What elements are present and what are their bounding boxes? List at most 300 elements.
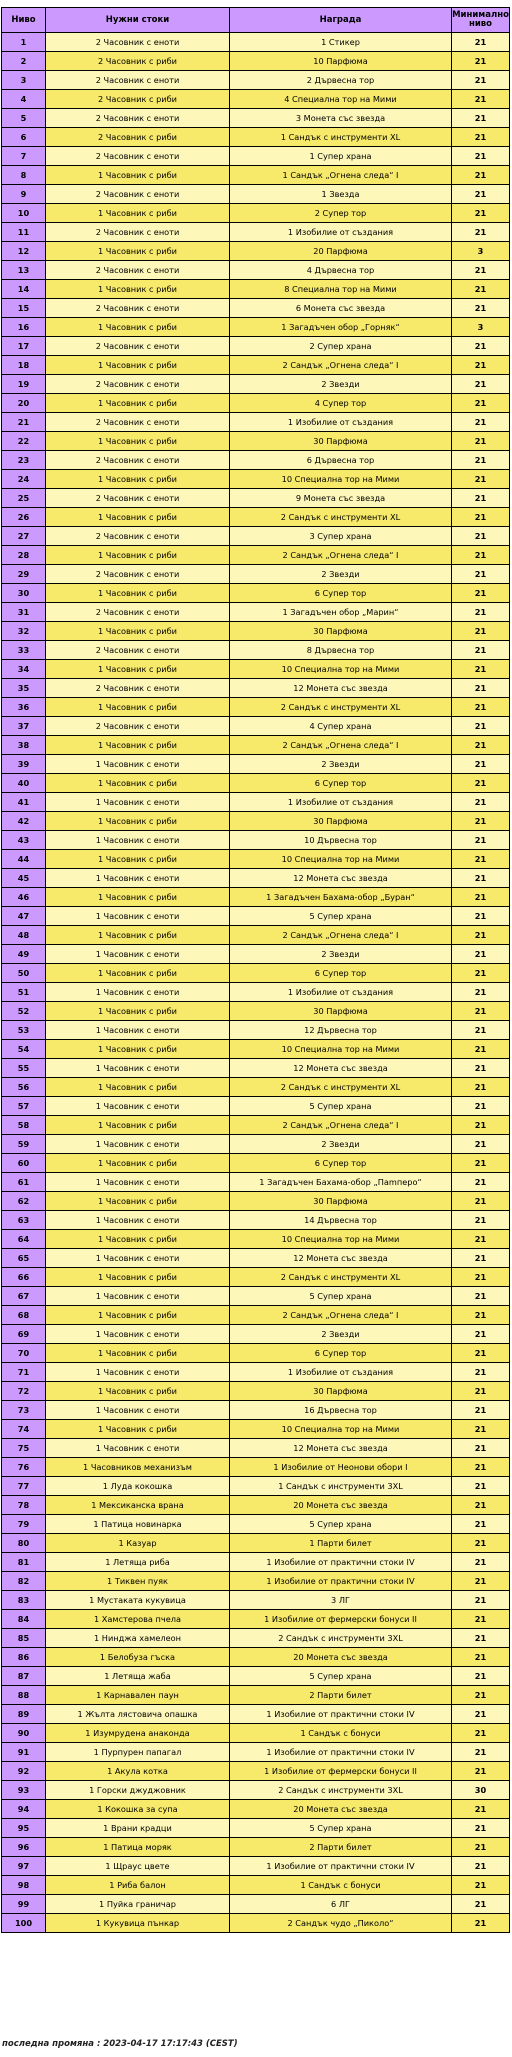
reward-cell: 1 Загадъчен Бахама-обор „Пamперо“: [230, 1173, 452, 1192]
min-level-cell: 21: [452, 1363, 510, 1382]
level-cell: 4: [2, 90, 46, 109]
required-goods-cell: 1 Часовник с еноти: [46, 1173, 230, 1192]
min-level-cell: 21: [452, 375, 510, 394]
table-row: [2, 432, 510, 451]
reward-cell: 1 Супер храна: [230, 147, 452, 166]
required-goods-cell: 2 Часовник с еноти: [46, 185, 230, 204]
min-level-cell: 21: [452, 1097, 510, 1116]
level-cell: 94: [2, 1800, 46, 1819]
min-level-cell: 21: [452, 223, 510, 242]
reward-cell: 6 Супер тор: [230, 964, 452, 983]
min-level-cell: 21: [452, 90, 510, 109]
required-goods-cell: 2 Часовник с еноти: [46, 337, 230, 356]
table-row: [2, 584, 510, 603]
level-cell: 9: [2, 185, 46, 204]
table-row: [2, 717, 510, 736]
table-row: [2, 793, 510, 812]
level-cell: 41: [2, 793, 46, 812]
min-level-cell: 21: [452, 489, 510, 508]
required-goods-cell: 2 Часовник с еноти: [46, 147, 230, 166]
reward-cell: 10 Специална тор на Мими: [230, 1230, 452, 1249]
level-cell: 98: [2, 1876, 46, 1895]
reward-cell: 8 Дървесна тор: [230, 641, 452, 660]
required-goods-cell: 1 Часовник с риби: [46, 736, 230, 755]
min-level-cell: 21: [452, 679, 510, 698]
level-cell: 78: [2, 1496, 46, 1515]
required-goods-cell: 2 Часовник с риби: [46, 128, 230, 147]
reward-cell: 2 Сандък „Огнена следа“ I: [230, 736, 452, 755]
level-cell: 18: [2, 356, 46, 375]
required-goods-cell: 2 Часовник с риби: [46, 90, 230, 109]
level-cell: 88: [2, 1686, 46, 1705]
table-row: [2, 1800, 510, 1819]
required-goods-cell: 1 Часовник с риби: [46, 964, 230, 983]
required-goods-cell: 2 Часовник с еноти: [46, 489, 230, 508]
min-level-cell: 21: [452, 1401, 510, 1420]
min-level-cell: 21: [452, 1420, 510, 1439]
min-level-cell: 21: [452, 1002, 510, 1021]
table-row: [2, 1705, 510, 1724]
table-row: [2, 318, 510, 337]
min-level-cell: 21: [452, 1724, 510, 1743]
min-level-cell: 21: [452, 1306, 510, 1325]
table-row: [2, 1838, 510, 1857]
reward-cell: 6 Монета със звезда: [230, 299, 452, 318]
min-level-cell: 21: [452, 71, 510, 90]
required-goods-cell: 1 Часовник с риби: [46, 1230, 230, 1249]
level-cell: 22: [2, 432, 46, 451]
min-level-cell: 21: [452, 527, 510, 546]
required-goods-cell: 1 Часовник с риби: [46, 432, 230, 451]
reward-cell: 16 Дървесна тор: [230, 1401, 452, 1420]
level-cell: 27: [2, 527, 46, 546]
table-row: [2, 489, 510, 508]
table-row: [2, 1477, 510, 1496]
level-cell: 67: [2, 1287, 46, 1306]
min-level-cell: 21: [452, 869, 510, 888]
reward-cell: 1 Изобилие от създания: [230, 413, 452, 432]
table-header: [2, 8, 510, 33]
min-level-cell: 21: [452, 1610, 510, 1629]
required-goods-cell: 1 Часовник с риби: [46, 1040, 230, 1059]
min-level-cell: 21: [452, 1572, 510, 1591]
table-row: [2, 1021, 510, 1040]
required-goods-cell: 1 Часовник с риби: [46, 1192, 230, 1211]
required-goods-cell: 1 Белобуза гъска: [46, 1648, 230, 1667]
reward-cell: 2 Сандък с инструменти XL: [230, 698, 452, 717]
required-goods-cell: 1 Часовник с риби: [46, 394, 230, 413]
required-goods-cell: 1 Часовник с риби: [46, 546, 230, 565]
min-level-cell: 21: [452, 1249, 510, 1268]
required-goods-cell: 1 Часовник с еноти: [46, 1287, 230, 1306]
level-cell: 37: [2, 717, 46, 736]
table-row: [2, 1629, 510, 1648]
required-goods-cell: 1 Жълта лястовича опашка: [46, 1705, 230, 1724]
reward-cell: 2 Сандък с инструменти XL: [230, 1078, 452, 1097]
required-goods-cell: 2 Часовник с еноти: [46, 413, 230, 432]
reward-cell: 2 Сандък „Огнена следа“ I: [230, 546, 452, 565]
required-goods-cell: 1 Часовников механизъм: [46, 1458, 230, 1477]
min-level-cell: 21: [452, 698, 510, 717]
reward-cell: 1 Загадъчен обор „Горняк“: [230, 318, 452, 337]
reward-cell: 1 Изобилие от създания: [230, 793, 452, 812]
min-level-cell: 21: [452, 907, 510, 926]
min-level-cell: 21: [452, 1135, 510, 1154]
min-level-cell: 21: [452, 1648, 510, 1667]
reward-cell: 6 Супер тор: [230, 1154, 452, 1173]
table-row: [2, 1895, 510, 1914]
min-level-cell: 21: [452, 983, 510, 1002]
required-goods-cell: 1 Часовник с еноти: [46, 1021, 230, 1040]
reward-cell: 2 Сандък с инструменти 3XL: [230, 1781, 452, 1800]
level-cell: 75: [2, 1439, 46, 1458]
level-cell: 23: [2, 451, 46, 470]
reward-cell: 12 Монета със звезда: [230, 1439, 452, 1458]
reward-cell: 1 Изобилие от фермерски бонуси II: [230, 1762, 452, 1781]
required-goods-cell: 2 Часовник с еноти: [46, 451, 230, 470]
min-level-cell: 21: [452, 470, 510, 489]
reward-cell: 2 Парти билет: [230, 1686, 452, 1705]
reward-cell: 9 Монета със звезда: [230, 489, 452, 508]
level-cell: 85: [2, 1629, 46, 1648]
min-level-cell: 21: [452, 1895, 510, 1914]
required-goods-cell: 2 Часовник с еноти: [46, 261, 230, 280]
min-level-cell: 21: [452, 1192, 510, 1211]
min-level-cell: 21: [452, 774, 510, 793]
level-cell: 10: [2, 204, 46, 223]
level-cell: 52: [2, 1002, 46, 1021]
required-goods-cell: 2 Часовник с еноти: [46, 679, 230, 698]
level-cell: 82: [2, 1572, 46, 1591]
reward-cell: 2 Парти билет: [230, 1838, 452, 1857]
reward-cell: 2 Сандък „Огнена следа“ I: [230, 1306, 452, 1325]
required-goods-cell: 2 Часовник с еноти: [46, 717, 230, 736]
required-goods-cell: 1 Часовник с риби: [46, 584, 230, 603]
reward-cell: 4 Супер тор: [230, 394, 452, 413]
required-goods-cell: 1 Часовник с риби: [46, 356, 230, 375]
required-goods-cell: 1 Казуар: [46, 1534, 230, 1553]
reward-cell: 1 Изобилие от фермерски бонуси II: [230, 1610, 452, 1629]
table-row: [2, 1857, 510, 1876]
min-level-cell: 21: [452, 451, 510, 470]
required-goods-cell: 1 Часовник с риби: [46, 1268, 230, 1287]
min-level-cell: 21: [452, 850, 510, 869]
min-level-cell: 21: [452, 413, 510, 432]
level-cell: 46: [2, 888, 46, 907]
table-row: [2, 660, 510, 679]
table-row: [2, 1382, 510, 1401]
required-goods-cell: 2 Часовник с еноти: [46, 527, 230, 546]
min-level-cell: 21: [452, 1078, 510, 1097]
required-goods-cell: 1 Часовник с риби: [46, 1420, 230, 1439]
reward-cell: 6 Супер тор: [230, 584, 452, 603]
required-goods-cell: 1 Часовник с еноти: [46, 983, 230, 1002]
reward-cell: 5 Супер храна: [230, 1097, 452, 1116]
required-goods-cell: 1 Часовник с риби: [46, 1382, 230, 1401]
level-cell: 66: [2, 1268, 46, 1287]
min-level-cell: 21: [452, 622, 510, 641]
required-goods-cell: 1 Часовник с риби: [46, 1078, 230, 1097]
reward-cell: 10 Дървесна тор: [230, 831, 452, 850]
table-row: [2, 1420, 510, 1439]
level-cell: 60: [2, 1154, 46, 1173]
table-row: [2, 1534, 510, 1553]
required-goods-cell: 1 Часовник с еноти: [46, 755, 230, 774]
header-min-level: Минимално ниво: [452, 8, 510, 33]
required-goods-cell: 1 Часовник с еноти: [46, 1363, 230, 1382]
table-row: [2, 33, 510, 52]
reward-cell: 1 Парти билет: [230, 1534, 452, 1553]
table-row: [2, 1439, 510, 1458]
min-level-cell: 21: [452, 204, 510, 223]
table-row: [2, 736, 510, 755]
required-goods-cell: 2 Часовник с еноти: [46, 375, 230, 394]
min-level-cell: 21: [452, 964, 510, 983]
required-goods-cell: 1 Щраус цвете: [46, 1857, 230, 1876]
required-goods-cell: 1 Врани крадци: [46, 1819, 230, 1838]
level-cell: 6: [2, 128, 46, 147]
reward-cell: 20 Монета със звезда: [230, 1800, 452, 1819]
required-goods-cell: 1 Часовник с риби: [46, 698, 230, 717]
required-goods-cell: 1 Часовник с риби: [46, 812, 230, 831]
table-row: [2, 204, 510, 223]
level-cell: 31: [2, 603, 46, 622]
min-level-cell: 21: [452, 1591, 510, 1610]
required-goods-cell: 1 Часовник с еноти: [46, 831, 230, 850]
required-goods-cell: 1 Часовник с риби: [46, 1306, 230, 1325]
table-row: [2, 945, 510, 964]
level-cell: 8: [2, 166, 46, 185]
min-level-cell: 21: [452, 33, 510, 52]
required-goods-cell: 2 Часовник с риби: [46, 52, 230, 71]
min-level-cell: 21: [452, 736, 510, 755]
required-goods-cell: 1 Летяща жаба: [46, 1667, 230, 1686]
table-row: [2, 1059, 510, 1078]
reward-cell: 30 Парфюма: [230, 622, 452, 641]
reward-cell: 2 Супер храна: [230, 337, 452, 356]
reward-cell: 1 Сандък „Огнена следа“ I: [230, 166, 452, 185]
level-cell: 44: [2, 850, 46, 869]
reward-cell: 2 Сандък с инструменти XL: [230, 1268, 452, 1287]
reward-cell: 1 Изобилие от създания: [230, 223, 452, 242]
min-level-cell: 21: [452, 945, 510, 964]
min-level-cell: 21: [452, 185, 510, 204]
level-cell: 48: [2, 926, 46, 945]
min-level-cell: 21: [452, 1762, 510, 1781]
level-cell: 96: [2, 1838, 46, 1857]
required-goods-cell: 1 Часовник с риби: [46, 470, 230, 489]
table-row: [2, 831, 510, 850]
table-row: [2, 1724, 510, 1743]
table-row: [2, 1154, 510, 1173]
required-goods-cell: 1 Летяща риба: [46, 1553, 230, 1572]
required-goods-cell: 2 Часовник с еноти: [46, 223, 230, 242]
table-row: [2, 1192, 510, 1211]
min-level-cell: 21: [452, 1876, 510, 1895]
reward-cell: 20 Парфюма: [230, 242, 452, 261]
reward-cell: 2 Дървесна тор: [230, 71, 452, 90]
reward-cell: 1 Изобилие от Неонови обори I: [230, 1458, 452, 1477]
table-row: [2, 1553, 510, 1572]
required-goods-cell: 1 Часовник с еноти: [46, 1401, 230, 1420]
reward-cell: 20 Монета със звезда: [230, 1496, 452, 1515]
level-cell: 47: [2, 907, 46, 926]
required-goods-cell: 1 Мексиканска врана: [46, 1496, 230, 1515]
reward-cell: 5 Супер храна: [230, 1667, 452, 1686]
required-goods-cell: 1 Часовник с еноти: [46, 869, 230, 888]
min-level-cell: 30: [452, 1781, 510, 1800]
level-cell: 14: [2, 280, 46, 299]
level-cell: 73: [2, 1401, 46, 1420]
reward-cell: 5 Супер храна: [230, 1819, 452, 1838]
table-row: [2, 907, 510, 926]
table-row: [2, 1667, 510, 1686]
level-cell: 58: [2, 1116, 46, 1135]
level-cell: 81: [2, 1553, 46, 1572]
level-cell: 49: [2, 945, 46, 964]
level-cell: 12: [2, 242, 46, 261]
min-level-cell: 21: [452, 1211, 510, 1230]
level-cell: 35: [2, 679, 46, 698]
reward-cell: 10 Специална тор на Мими: [230, 470, 452, 489]
required-goods-cell: 1 Горски джуджовник: [46, 1781, 230, 1800]
reward-cell: 1 Звезда: [230, 185, 452, 204]
table-row: [2, 679, 510, 698]
table-row: [2, 622, 510, 641]
min-level-cell: 3: [452, 318, 510, 337]
level-cell: 29: [2, 565, 46, 584]
reward-cell: 5 Супер храна: [230, 1287, 452, 1306]
table-row: [2, 1819, 510, 1838]
level-cell: 36: [2, 698, 46, 717]
level-cell: 69: [2, 1325, 46, 1344]
table-row: [2, 869, 510, 888]
table-row: [2, 1515, 510, 1534]
min-level-cell: 21: [452, 508, 510, 527]
required-goods-cell: 1 Пурпурен папагал: [46, 1743, 230, 1762]
required-goods-cell: 1 Часовник с риби: [46, 926, 230, 945]
reward-cell: 10 Специална тор на Мими: [230, 1420, 452, 1439]
table-row: [2, 1211, 510, 1230]
table-row: [2, 1363, 510, 1382]
min-level-cell: 21: [452, 926, 510, 945]
required-goods-cell: 1 Часовник с риби: [46, 280, 230, 299]
reward-cell: 1 Изобилие от създания: [230, 983, 452, 1002]
required-goods-cell: 1 Нинджа хамелеон: [46, 1629, 230, 1648]
table-row: [2, 641, 510, 660]
level-cell: 86: [2, 1648, 46, 1667]
table-row: [2, 337, 510, 356]
required-goods-cell: 1 Акула котка: [46, 1762, 230, 1781]
table-row: [2, 413, 510, 432]
level-cell: 57: [2, 1097, 46, 1116]
reward-cell: 1 Стикер: [230, 33, 452, 52]
level-cell: 56: [2, 1078, 46, 1097]
level-cell: 99: [2, 1895, 46, 1914]
table-row: [2, 983, 510, 1002]
required-goods-cell: 1 Часовник с еноти: [46, 945, 230, 964]
reward-cell: 10 Специална тор на Мими: [230, 850, 452, 869]
level-cell: 83: [2, 1591, 46, 1610]
required-goods-cell: 1 Часовник с еноти: [46, 1439, 230, 1458]
level-cell: 72: [2, 1382, 46, 1401]
reward-cell: 1 Изобилие от практични стоки IV: [230, 1572, 452, 1591]
level-cell: 3: [2, 71, 46, 90]
min-level-cell: 21: [452, 1477, 510, 1496]
reward-cell: 10 Парфюма: [230, 52, 452, 71]
reward-cell: 14 Дървесна тор: [230, 1211, 452, 1230]
min-level-cell: 21: [452, 1040, 510, 1059]
level-cell: 97: [2, 1857, 46, 1876]
reward-cell: 1 Сандък с бонуси: [230, 1876, 452, 1895]
reward-cell: 6 Супер тор: [230, 1344, 452, 1363]
table-row: [2, 223, 510, 242]
min-level-cell: 21: [452, 1059, 510, 1078]
reward-cell: 5 Супер храна: [230, 907, 452, 926]
reward-cell: 20 Монета със звезда: [230, 1648, 452, 1667]
min-level-cell: 21: [452, 1686, 510, 1705]
reward-cell: 3 Супер храна: [230, 527, 452, 546]
level-cell: 15: [2, 299, 46, 318]
reward-cell: 12 Монета със звезда: [230, 869, 452, 888]
level-cell: 80: [2, 1534, 46, 1553]
table-row: [2, 1781, 510, 1800]
min-level-cell: 21: [452, 1230, 510, 1249]
level-cell: 65: [2, 1249, 46, 1268]
level-cell: 71: [2, 1363, 46, 1382]
min-level-cell: 21: [452, 1382, 510, 1401]
table-row: [2, 166, 510, 185]
levels-table: [1, 7, 510, 1933]
level-cell: 95: [2, 1819, 46, 1838]
level-cell: 93: [2, 1781, 46, 1800]
table-row: [2, 1686, 510, 1705]
level-cell: 17: [2, 337, 46, 356]
reward-cell: 3 Монета със звезда: [230, 109, 452, 128]
level-cell: 1: [2, 33, 46, 52]
required-goods-cell: 1 Патица новинарка: [46, 1515, 230, 1534]
table-row: [2, 128, 510, 147]
reward-cell: 30 Парфюма: [230, 432, 452, 451]
level-cell: 13: [2, 261, 46, 280]
table-row: [2, 508, 510, 527]
reward-cell: 2 Сандък „Огнена следа“ I: [230, 356, 452, 375]
min-level-cell: 21: [452, 147, 510, 166]
reward-cell: 1 Сандък с инструменти 3XL: [230, 1477, 452, 1496]
level-cell: 38: [2, 736, 46, 755]
table-row: [2, 1249, 510, 1268]
reward-cell: 1 Сандък с инструменти XL: [230, 128, 452, 147]
required-goods-cell: 1 Часовник с риби: [46, 660, 230, 679]
min-level-cell: 21: [452, 128, 510, 147]
last-change-footer: последна промяна : 2023-04-17 17:17:43 (CEST): [2, 2039, 238, 2049]
level-cell: 53: [2, 1021, 46, 1040]
min-level-cell: 21: [452, 546, 510, 565]
required-goods-cell: 1 Часовник с риби: [46, 1002, 230, 1021]
level-cell: 79: [2, 1515, 46, 1534]
required-goods-cell: 1 Часовник с еноти: [46, 793, 230, 812]
reward-cell: 2 Звезди: [230, 1325, 452, 1344]
table-row: [2, 527, 510, 546]
min-level-cell: 21: [452, 1154, 510, 1173]
level-cell: 7: [2, 147, 46, 166]
min-level-cell: 21: [452, 717, 510, 736]
reward-cell: 2 Супер тор: [230, 204, 452, 223]
table-row: [2, 1648, 510, 1667]
min-level-cell: 21: [452, 394, 510, 413]
level-cell: 76: [2, 1458, 46, 1477]
table-row: [2, 1743, 510, 1762]
